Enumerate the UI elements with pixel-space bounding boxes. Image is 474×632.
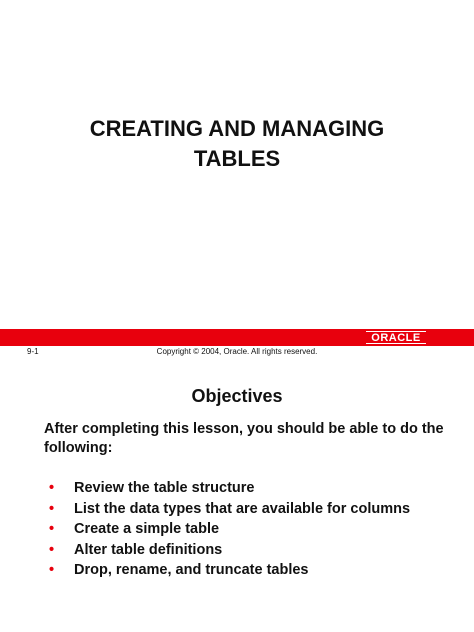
- bullet-icon: •: [49, 500, 55, 517]
- slide-title-line-2: TABLES: [193, 146, 281, 171]
- list-item: [44, 519, 410, 540]
- objectives-list: [44, 478, 410, 581]
- objectives-intro: After completing this lesson, you should be able to do the following:: [44, 421, 444, 456]
- list-item-text: Drop, rename, and truncate tables: [74, 562, 309, 578]
- list-item: [44, 478, 410, 499]
- list-item-text: Review the table structure: [74, 480, 255, 496]
- list-item: [44, 499, 410, 520]
- bullet-icon: •: [49, 480, 55, 496]
- slide-title-line-1: CREATING AND MANAGING: [89, 116, 385, 141]
- objectives-heading: Objectives: [191, 386, 283, 406]
- page-number: 9-1: [27, 347, 39, 356]
- oracle-logo: ORACLE: [366, 331, 426, 344]
- copyright-notice: Copyright © 2004, Oracle. All rights reserved.: [156, 347, 318, 356]
- bullet-icon: •: [49, 521, 55, 537]
- bullet-icon: •: [49, 541, 55, 558]
- slide-title: [0, 114, 474, 174]
- bullet-icon: •: [49, 562, 55, 578]
- list-item-text: Alter table definitions: [74, 541, 223, 558]
- list-item: [44, 560, 410, 581]
- list-item: [44, 540, 410, 561]
- list-item-text: List the data types that are available for columns: [74, 500, 411, 517]
- list-item-text: Create a simple table: [74, 521, 220, 537]
